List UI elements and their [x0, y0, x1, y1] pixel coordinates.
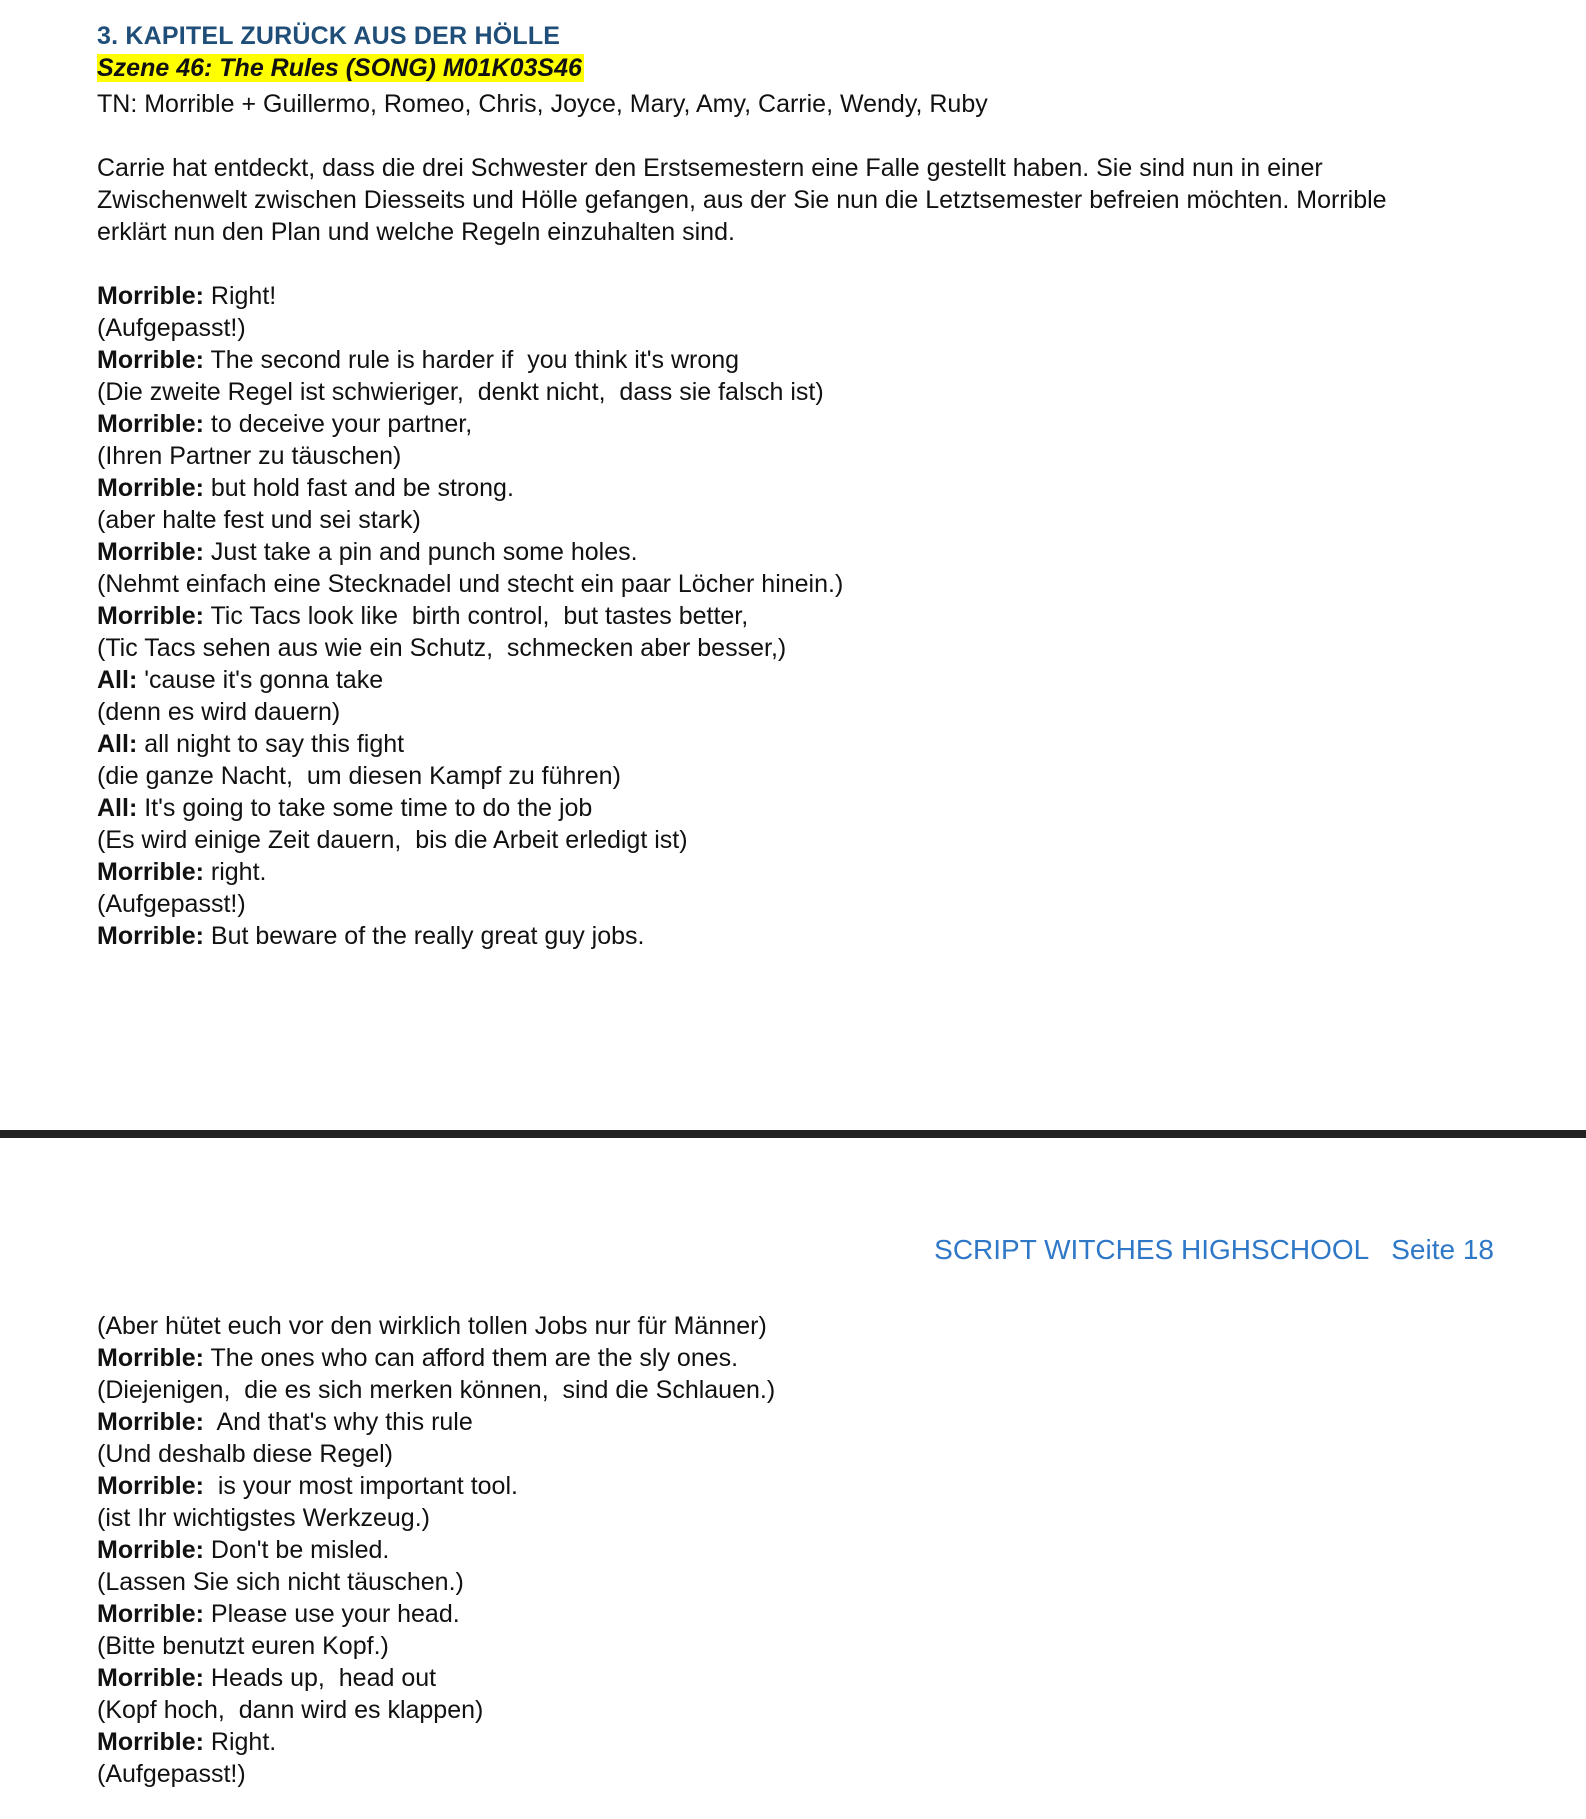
- translation-text: (Nehmt einfach eine Stecknadel und stecht ein paar Löcher hinein.): [97, 570, 844, 598]
- translation-line: [97, 888, 1517, 920]
- line-text: Right.: [203, 1728, 277, 1756]
- translation-text: (Kopf hoch, dann wird es klappen): [97, 1696, 484, 1724]
- translation-line: [97, 440, 1517, 472]
- speaker-name: Morrible:: [97, 922, 204, 950]
- line-text: It's going to take some time to do the job: [137, 794, 593, 822]
- speaker-name: Morrible:: [97, 1344, 204, 1372]
- dialogue-line: [97, 856, 1517, 888]
- translation-line: [97, 1758, 1517, 1790]
- line-text: The ones who can afford them are the sly ones.: [203, 1344, 739, 1372]
- speaker-name: Morrible:: [97, 410, 204, 438]
- translation-text: (die ganze Nacht, um diesen Kampf zu führen): [97, 762, 621, 790]
- translation-text: (Aufgepasst!): [97, 1760, 246, 1788]
- line-text: 'cause it's gonna take: [137, 666, 384, 694]
- dialogue-line: [97, 1662, 1517, 1694]
- line-text: But beware of the really great guy jobs.: [203, 922, 645, 950]
- translation-line: [97, 760, 1517, 792]
- translation-text: (Und deshalb diese Regel): [97, 1440, 394, 1468]
- translation-text: (Ihren Partner zu täuschen): [97, 442, 402, 470]
- speaker-name: Morrible:: [97, 474, 204, 502]
- dialogue-line: [97, 536, 1517, 568]
- translation-line: [97, 1566, 1517, 1598]
- translation-text: (Bitte benutzt euren Kopf.): [97, 1632, 389, 1660]
- speaker-name: Morrible:: [97, 602, 204, 630]
- scene-summary: [97, 152, 1517, 248]
- speaker-name: Morrible:: [97, 1472, 204, 1500]
- line-text: Heads up, head out: [203, 1664, 437, 1692]
- speaker-name: Morrible:: [97, 858, 204, 886]
- speaker-name: All:: [97, 794, 138, 822]
- translation-line: [97, 504, 1517, 536]
- translation-text: (Tic Tacs sehen aus wie ein Schutz, schmecken aber besser,): [97, 634, 787, 662]
- translation-line: [97, 696, 1517, 728]
- line-text: Don't be misled.: [203, 1536, 390, 1564]
- footer-title: SCRIPT WITCHES HIGHSCHOOL: [934, 1234, 1370, 1265]
- translation-line: [97, 632, 1517, 664]
- translation-text: (Aber hütet euch vor den wirklich tollen Jobs nur für Männer): [97, 1312, 767, 1340]
- dialogue-line: [97, 600, 1517, 632]
- line-text: to deceive your partner,: [203, 410, 473, 438]
- line-text: Tic Tacs look like birth control, but tastes better,: [203, 602, 749, 630]
- translation-line: [97, 312, 1517, 344]
- dialogue-line: [97, 1534, 1517, 1566]
- line-text: Just take a pin and punch some holes.: [203, 538, 638, 566]
- speaker-name: Morrible:: [97, 538, 204, 566]
- translation-line: [97, 1438, 1517, 1470]
- line-text: Please use your head.: [203, 1600, 460, 1628]
- dialogue-line: [97, 1406, 1517, 1438]
- chapter-title: 3. KAPITEL ZURÜCK AUS DER HÖLLE: [97, 22, 561, 50]
- page-number: Seite 18: [1391, 1234, 1494, 1265]
- translation-line: [97, 376, 1517, 408]
- dialogue-line: [97, 920, 1517, 952]
- speaker-name: Morrible:: [97, 282, 204, 310]
- translation-line: [97, 1374, 1517, 1406]
- translation-line: [97, 1310, 1517, 1342]
- participants: TN: Morrible + Guillermo, Romeo, Chris, Joyce, Mary, Amy, Carrie, Wendy, Ruby: [97, 90, 988, 118]
- line-text: but hold fast and be strong.: [203, 474, 514, 502]
- translation-text: (Aufgepasst!): [97, 890, 246, 918]
- translation-text: (ist Ihr wichtigstes Werkzeug.): [97, 1504, 430, 1532]
- translation-line: [97, 568, 1517, 600]
- translation-text: (Diejenigen, die es sich merken können, sind die Schlauen.): [97, 1376, 776, 1404]
- line-text: The second rule is harder if you think it's wrong: [203, 346, 740, 374]
- line-text: is your most important tool.: [203, 1472, 518, 1500]
- dialogue-line: [97, 728, 1517, 760]
- translation-line: [97, 824, 1517, 856]
- translation-text: (aber halte fest und sei stark): [97, 506, 421, 534]
- translation-text: (denn es wird dauern): [97, 698, 341, 726]
- speaker-name: Morrible:: [97, 346, 204, 374]
- dialogue-line: [97, 1470, 1517, 1502]
- line-text: Right!: [203, 282, 277, 310]
- speaker-name: Morrible:: [97, 1600, 204, 1628]
- speaker-name: All:: [97, 730, 138, 758]
- translation-line: [97, 1630, 1517, 1662]
- summary-line: Zwischenwelt zwischen Diesseits und Hölle gefangen, aus der Sie nun die Letztsemester befreien möchten. Morrible: [97, 186, 1387, 214]
- line-text: all night to say this fight: [137, 730, 405, 758]
- translation-text: (Es wird einige Zeit dauern, bis die Arbeit erledigt ist): [97, 826, 688, 854]
- speaker-name: Morrible:: [97, 1536, 204, 1564]
- dialogue-line: [97, 344, 1517, 376]
- translation-text: (Lassen Sie sich nicht täuschen.): [97, 1568, 464, 1596]
- scene-title: Szene 46: The Rules (SONG) M01K03S46: [97, 54, 582, 82]
- line-text: right.: [203, 858, 267, 886]
- summary-line: Carrie hat entdeckt, dass die drei Schwester den Erstsemestern eine Falle gestellt haben. Sie sind nun in einer: [97, 154, 1323, 182]
- dialogue-line: [97, 280, 1517, 312]
- speaker-name: Morrible:: [97, 1728, 204, 1756]
- summary-line: erklärt nun den Plan und welche Regeln einzuhalten sind.: [97, 218, 735, 246]
- dialogue-line: [97, 1726, 1517, 1758]
- translation-text: (Die zweite Regel ist schwieriger, denkt nicht, dass sie falsch ist): [97, 378, 824, 406]
- dialogue-line: [97, 792, 1517, 824]
- page-footer: [934, 1234, 1494, 1266]
- translation-line: [97, 1502, 1517, 1534]
- page-divider: [0, 1130, 1586, 1138]
- dialogue-bottom: [97, 1310, 1517, 1790]
- translation-line: [97, 1694, 1517, 1726]
- page-bottom: [97, 1310, 1517, 1790]
- page-top: [97, 20, 1517, 952]
- translation-text: (Aufgepasst!): [97, 314, 246, 342]
- speaker-name: Morrible:: [97, 1664, 204, 1692]
- scene-line: [97, 52, 1517, 88]
- dialogue-line: [97, 472, 1517, 504]
- dialogue-line: [97, 1342, 1517, 1374]
- dialogue-line: [97, 408, 1517, 440]
- speaker-name: Morrible:: [97, 1408, 204, 1436]
- dialogue-top: [97, 280, 1517, 952]
- dialogue-line: [97, 1598, 1517, 1630]
- dialogue-line: [97, 664, 1517, 696]
- speaker-name: All:: [97, 666, 138, 694]
- line-text: And that's why this rule: [203, 1408, 473, 1436]
